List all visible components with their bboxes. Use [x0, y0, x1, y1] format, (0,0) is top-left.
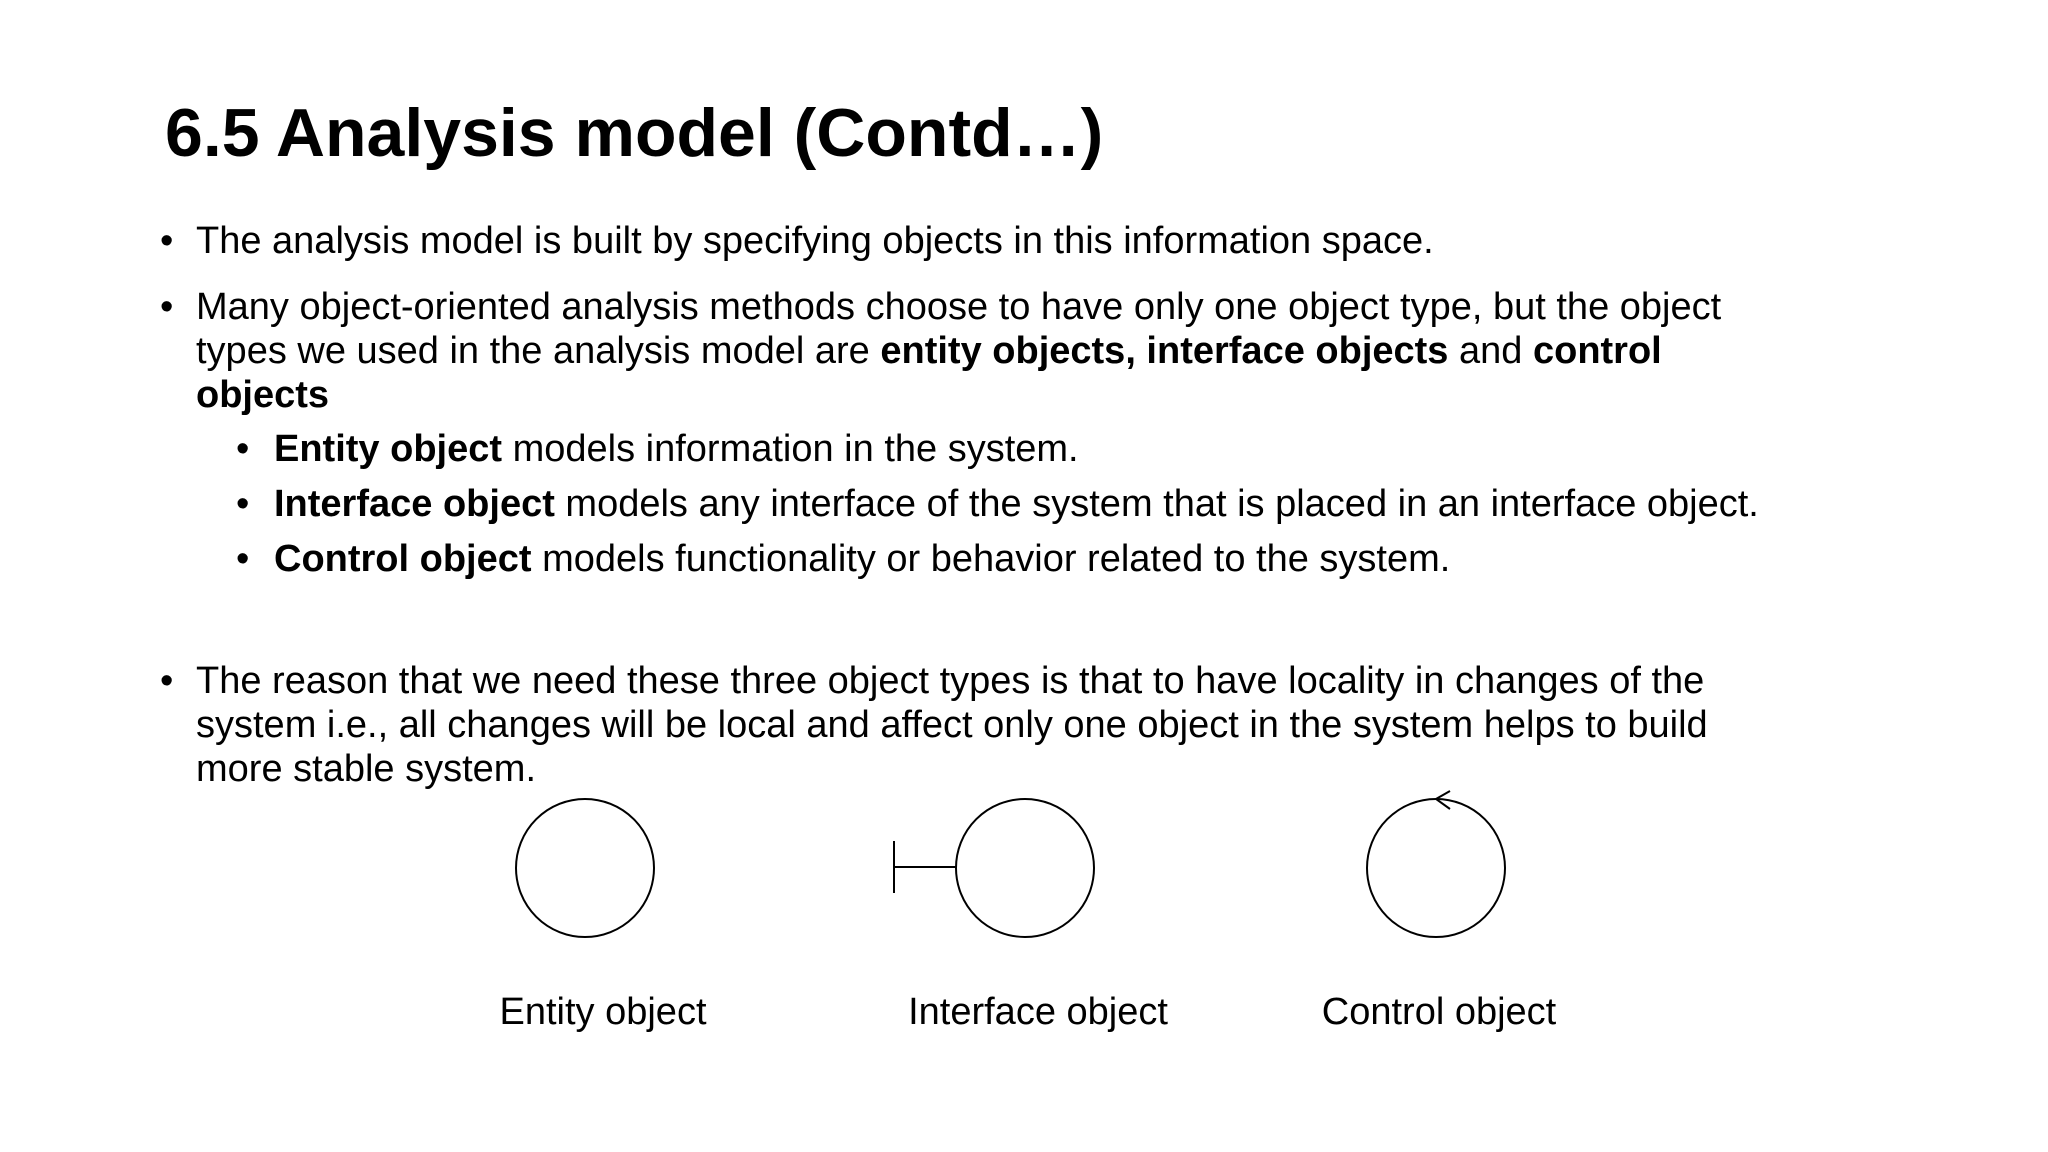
interface-object-label: Interface object — [908, 991, 1168, 1033]
bullet-dot: • — [160, 220, 174, 262]
text-run: models information in the system. — [502, 428, 1079, 470]
interface-circle — [956, 799, 1094, 937]
entity-object-label: Entity object — [499, 991, 707, 1033]
control-object-label: Control object — [1321, 991, 1557, 1033]
bold-run: Interface object — [274, 483, 555, 525]
text-run: types we used in the analysis model are — [196, 330, 881, 372]
bullet-text-line-1: The reason that we need these three object types is that to have locality in changes of the — [196, 660, 1705, 702]
entity-object-symbol — [516, 799, 654, 937]
bullet-dot: • — [236, 483, 250, 525]
text-run: models functionality or behavior related to the system. — [531, 538, 1451, 580]
bullet-text-line-2: system i.e., all changes will be local and affect only one object in the system helps to build — [196, 704, 1708, 746]
text-run: and — [1448, 330, 1533, 372]
bold-run: entity objects, interface objects — [880, 330, 1449, 372]
bold-run: Control object — [274, 538, 532, 580]
bold-run: control — [1532, 330, 1662, 372]
bullet-dot: • — [160, 660, 174, 702]
control-circle — [1367, 799, 1505, 937]
text-run: models any interface of the system that is placed in an interface object. — [554, 483, 1759, 525]
bullet-dot: • — [236, 428, 250, 470]
control-object-symbol — [1367, 791, 1505, 937]
slide-title: 6.5 Analysis model (Contd…) — [165, 95, 1104, 171]
bullet-dot: • — [160, 286, 174, 328]
bullet-text-line-1: Many object-oriented analysis methods choose to have only one object type, but the object — [196, 286, 1722, 328]
bullet-dot: • — [236, 538, 250, 580]
bullet-text-line-3: objects — [196, 374, 330, 416]
bullet-text-line-3: more stable system. — [196, 748, 536, 790]
interface-object-symbol — [894, 799, 1094, 937]
bold-run: Entity object — [274, 428, 503, 470]
bullet-text: The analysis model is built by specifying objects in this information space. — [196, 220, 1434, 262]
